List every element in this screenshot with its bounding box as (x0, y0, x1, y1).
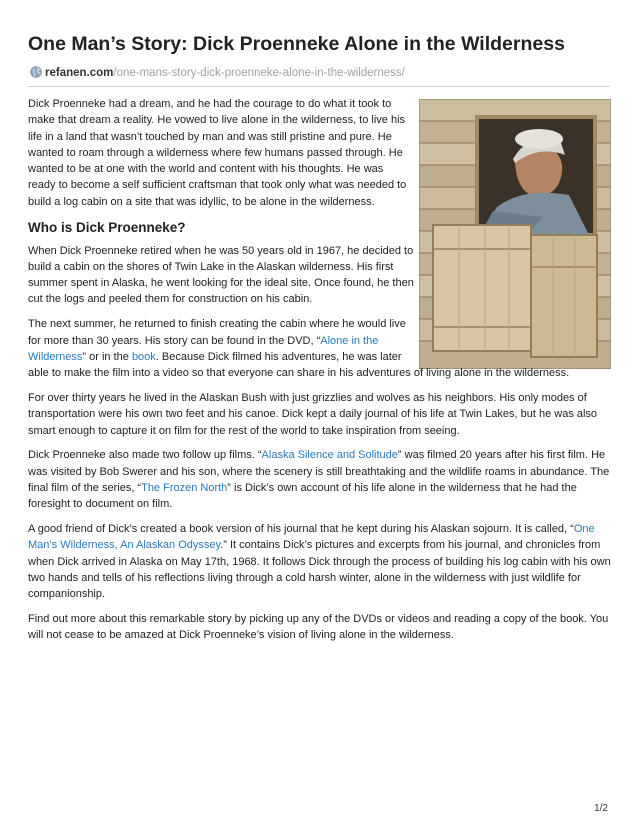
book-link[interactable]: book (131, 350, 156, 363)
text-span: ” was filmed 20 years after his first film. He was visited by Bob Swerer and his son, where the scenery is still breathtaking and the wildlife roams in abundance. The final film of the series, “ (28, 449, 610, 494)
intro-paragraph (28, 96, 428, 210)
text-span: Dick Proenneke also made two follow up films. “ (28, 449, 262, 462)
text-line: summer spent in Alaska, he went looking for the ideal site. Once found, he then (28, 277, 414, 290)
text-line: When Dick Proenneke retired when he was 50 years old in 1967, he decided to (28, 244, 414, 257)
paragraph-find-out-more: Find out more about this remarkable story by picking up any of the DVDs or videos and reading a copy of the book. You will not cease to be amazed at Dick Proenneke’s vision of living alone in the wilderness. (28, 613, 609, 642)
globe-icon (30, 66, 42, 78)
page-number: 1/2 (594, 803, 608, 814)
source-line (30, 66, 405, 80)
text-span: A good friend of Dick’s created a book version of his journal that he kept during his Alaskan sojourn. It is called, “ (28, 523, 574, 536)
text-line: wanted to roam through a wilderness where few humans passed through. He (28, 146, 403, 159)
divider (28, 86, 610, 87)
text-line: build a log cabin on a site that was idyllic, to be alone in the wilderness. (28, 195, 375, 208)
paragraph-thirty-years: For over thirty years he lived in the Alaskan Bush with just grizzlies and wolves as his neighbors. His only modes of transportation were his own two feet and his canoe. Dick kept a daily journal of his life at Twin Lakes, but he was also smart enough to capture it on film for the rest of the world to take inspiration from seeing. (28, 391, 598, 437)
text-line: cut the logs and peeled them for construction on his cabin. (28, 293, 313, 306)
source-domain[interactable]: refanen.com (45, 67, 114, 79)
text-line: make that dream a reality. He vowed to live alone in the wilderness, to live his (28, 114, 406, 127)
article-body (28, 96, 612, 652)
article-title: One Man’s Story: Dick Proenneke Alone in the Wilderness (28, 33, 565, 55)
dvd-link[interactable]: Alone in the (320, 334, 379, 347)
text-line: ready to become a self sufficient craftsman that took only what was needed to (28, 179, 407, 192)
film-link-frozen-north[interactable]: The Frozen North (141, 481, 228, 494)
text-line: life in a land that wasn’t touched by man and was still pristine and pure. He (28, 130, 392, 143)
text-span: .” It contains Dick’s pictures and excerpts from his journal, and chronicles from when Dick arrived in Alaska on May 17th, 1968. It follows Dick through the process of building his log cabin with his own two hands and tells of his reflections living through a cold harsh winter, alone in the wilderness with just wildlife for companionship. (28, 539, 611, 601)
paragraph-book-version (28, 521, 612, 602)
text-line: for more than 30 years. His story can be found in the DVD, “ (28, 334, 321, 347)
text-line: The next summer, he returned to finish creating the cabin where he would live (28, 318, 406, 331)
text-span: ” or in the (82, 350, 132, 363)
paragraph-retirement (28, 243, 428, 308)
text-span: ” is Dick’s own account of his life alone in the wilderness that he had the foresight to document on film. (28, 481, 577, 511)
text-line: build a cabin on the shores of Twin Lake in the Alaskan wilderness. His first (28, 260, 394, 273)
paragraph-follow-up-films (28, 447, 612, 512)
text-line: Dick Proenneke had a dream, and he had the courage to do what it took to (28, 98, 392, 110)
section-heading: Who is Dick Proenneke? (28, 219, 186, 235)
text-span: . Because Dick filmed his adventures, he was later (155, 350, 402, 363)
text-line: wanted to be at one with the world and content with his thoughts. He was (28, 163, 384, 176)
paragraph-next-summer (28, 316, 612, 381)
film-link-silence-solitude[interactable]: Alaska Silence and Solitude (261, 449, 398, 462)
dvd-link-continued[interactable]: Wilderness (28, 350, 83, 363)
text-line: able to make the film into a video so that everyone can share in his adventures of living alone in the wilderness. (28, 367, 570, 380)
book-title-link[interactable]: One Man’s Wilderness, An Alaskan Odyssey (28, 523, 595, 552)
source-path[interactable]: /one-mans-story-dick-proenneke-alone-in-the-wilderness/ (113, 67, 405, 79)
